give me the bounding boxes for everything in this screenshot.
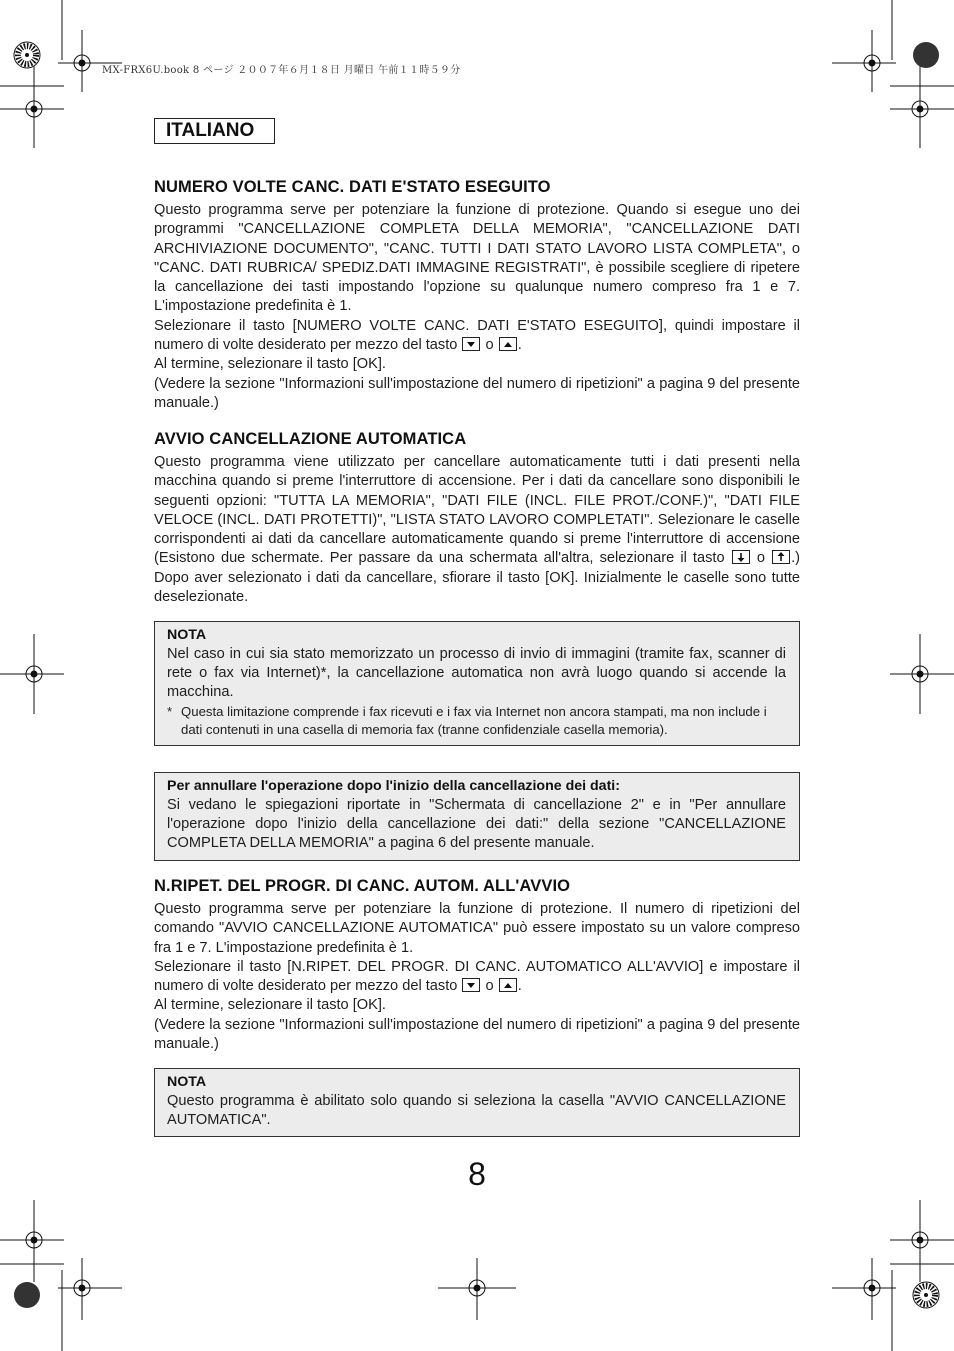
cancel-info-box [154, 772, 800, 861]
section-heading: N.RIPET. DEL PROGR. DI CANC. AUTOM. ALL'AVVIO [154, 877, 571, 895]
section-heading: NUMERO VOLTE CANC. DATI E'STATO ESEGUITO [154, 178, 551, 196]
or-text: o [485, 978, 494, 995]
arrow-up-key-icon [772, 550, 790, 564]
note-box [154, 621, 800, 746]
note-footnote [167, 703, 786, 740]
print-header-line: MX-FRX6U.book 8 ページ ２００７年６月１８日 月曜日 午前１１時５９分 [102, 65, 461, 76]
or-text: o [485, 337, 494, 354]
paragraph: Questo programma serve per potenziare la funzione di protezione. Quando si esegue uno dei programmi "CANCELLAZIONE COMPLETA DELLA MEMORIA", "CANCELLAZIONE DATI ARCHIVIAZIONE DOCUMENTO", "CANC. TUTTI I DATI STATO LAVORO LISTA COMPLETA", o "CANC. DATI RUBRICA/ SPEDIZ.DATI IMMAGINE REGISTRATI", è possibile scegliere di ripetere la cancellazione dei tasti impostando l'opzione su qualunque numero compreso fra 1 e 7. L'impostazione predefinita è 1. [154, 202, 800, 315]
paragraph: Al termine, selezionare il tasto [OK]. [154, 356, 386, 373]
arrow-down-key-icon [732, 550, 750, 564]
page-number: 8 [468, 1156, 486, 1192]
note-text: Nel caso in cui sia stato memorizzato un processo di invio di immagini (tramite fax, scanner di rete o fax via Internet)*, la cancellazione automatica non avrà luogo quando si accende la macchina. [167, 646, 786, 701]
or-text: o [756, 550, 765, 567]
triangle-down-key-icon [462, 337, 480, 351]
paragraph-text: Questo programma viene utilizzato per cancellare automaticamente tutti i dati presenti nella macchina quando si preme l'interruttore di accensione. Per i dati da cancellare sono disponibili le seguenti opzioni: "TUTTA LA MEMORIA", "DATI FILE (INCL. FILE PROT./CONF.)", "DATI FILE VELOCE (INCL. DATI PROTETTI)", "LISTA STATO LAVORO COMPLETATI". Selezionare le caselle corrispondenti ai dati da cancellare automaticamente quando si preme l'interruttore di accensione (Esistono due schermate. Per passare da una schermata all'altra, selezionare il tasto [154, 454, 800, 567]
paragraph: (Vedere la sezione "Informazioni sull'impostazione del numero di ripetizioni" a pagina 9 del presente manuale.) [154, 1016, 800, 1053]
footnote-text: Questa limitazione comprende i fax ricevuti e i fax via Internet non ancora stampati, ma non include i dati contenuti in una casella di memoria fax (tranne confidenziale casella memoria). [181, 703, 767, 738]
section-auto-clear [154, 429, 800, 607]
paragraph: Questo programma serve per potenziare la funzione di protezione. Il numero di ripetizioni del comando "AVVIO CANCELLAZIONE AUTOMATICA" può essere impostato su un valore compreso fra 1 e 7. L'impostazione predefinita è 1. [154, 901, 800, 956]
note-title: NOTA [167, 1074, 207, 1090]
note-text: Questo programma è abilitato solo quando si seleziona la casella "AVVIO CANCELLAZIONE AUTOMATICA". [167, 1093, 786, 1129]
paragraph-end: . [517, 337, 522, 354]
cancel-box-text: Si vedano le spiegazioni riportate in "Schermata di cancellazione 2" e in "Per annullare l'operazione dopo l'inizio della cancellazione dei dati:" della sezione "CANCELLAZIONE COMPLETA DELLA MEMORIA" a pagina 6 del presente manuale. [167, 797, 786, 852]
paragraph-end: .) Dopo aver selezionato i dati da cancellare, sfiorare il tasto [OK]. Inizialmente le caselle sono tutte deselezionate. [154, 550, 800, 606]
paragraph: (Vedere la sezione "Informazioni sull'impostazione del numero di ripetizioni" a pagina 9 del presente manuale.) [154, 375, 800, 411]
section-heading: AVVIO CANCELLAZIONE AUTOMATICA [154, 430, 467, 448]
triangle-up-key-icon [499, 337, 517, 351]
note-box [154, 1068, 800, 1137]
paragraph-text: Selezionare il tasto [N.RIPET. DEL PROGR. DI CANC. AUTOMATICO ALL'AVVIO] e impostare il numero di volte desiderato per mezzo del tasto [154, 958, 800, 995]
paragraph: Al termine, selezionare il tasto [OK]. [154, 997, 386, 1014]
paragraph [154, 958, 800, 997]
paragraph-end: . [517, 978, 522, 995]
paragraph [154, 453, 800, 607]
section-repeat-erase [154, 177, 800, 413]
footnote-mark: * [167, 703, 173, 719]
section-auto-clear-repeat [154, 876, 800, 1054]
paragraph [154, 317, 800, 356]
cancel-box-title: Per annullare l'operazione dopo l'inizio della cancellazione dei dati: [167, 778, 620, 794]
paragraph-text: Selezionare il tasto [NUMERO VOLTE CANC. DATI E'STATO ESEGUITO], quindi impostare il numero di volte desiderato per mezzo del tasto [154, 317, 800, 354]
language-label: ITALIANO [154, 118, 275, 144]
triangle-up-key-icon [499, 978, 517, 992]
note-title: NOTA [167, 627, 207, 643]
triangle-down-key-icon [462, 978, 480, 992]
